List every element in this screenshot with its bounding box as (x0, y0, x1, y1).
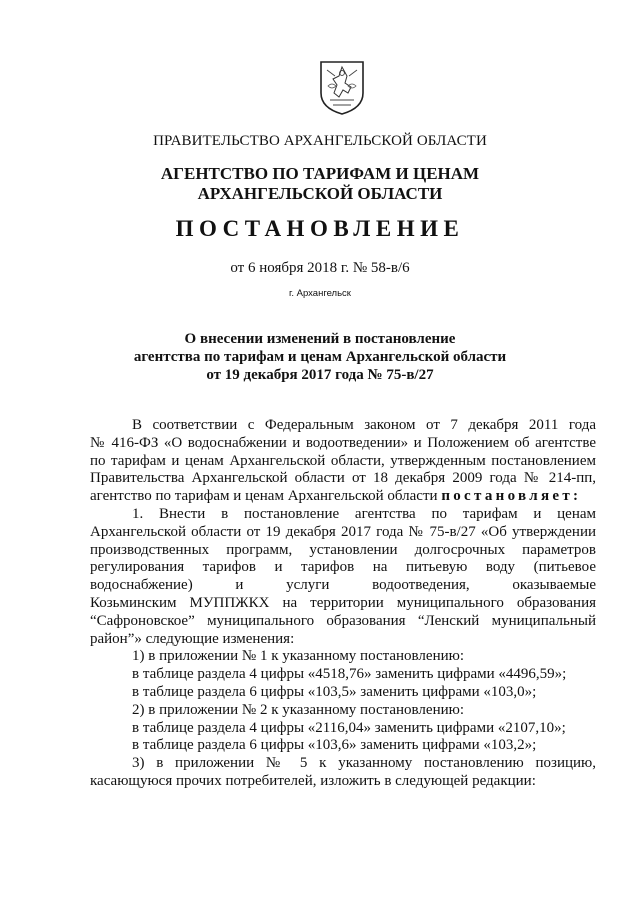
resolve-word: постановляет: (441, 488, 582, 505)
subject-line-2: агентства по тарифам и ценам Архангельской области (133, 349, 507, 365)
paragraph-line: Архангельской области от 19 декабря 2017 года № 75-в/27 «Об утверждении (90, 523, 596, 540)
document-body (90, 417, 596, 791)
paragraph-text: агентство по тарифам и ценам Архангельской области (90, 488, 438, 505)
paragraph-line: Правительства Архангельской области от 18 декабря 2009 года № 214-пп, (90, 470, 596, 487)
list-item: в таблице раздела 4 цифры «2116,04» заменить цифрами «2107,10»; (132, 719, 566, 736)
paragraph-line: касающуюся прочих потребителей, изложить в следующей редакции: (90, 772, 536, 789)
paragraph-line: “Сафроновское” муниципального образования “Ленский муниципальный (90, 612, 596, 629)
paragraph-line: Козьминским МУППЖКХ на территории муниципального образования (90, 594, 596, 611)
list-item: в таблице раздела 4 цифры «4518,76» заменить цифрами «4496,59»; (132, 666, 567, 683)
paragraph-line: В соответствии с Федеральным законом от 7 декабря 2011 года (132, 417, 596, 433)
subject-line-1: О внесении изменений в постановление (184, 331, 456, 347)
list-item: 1) в приложении № 1 к указанному постановлению: (132, 648, 464, 665)
paragraph-line: регулирования тарифов и тарифов на питьевую воду (питьевое (90, 559, 596, 576)
subject-line-3: от 19 декабря 2017 года № 75-в/27 (206, 367, 434, 383)
list-item: 3) в приложении № 5 к указанному постановлению позицию, (132, 755, 596, 772)
paragraph-line: по тарифам и ценам Архангельской области, утвержденным постановлением (90, 452, 596, 469)
agency-name-line-2: АРХАНГЕЛЬСКОЙ ОБЛАСТИ (197, 184, 443, 203)
list-item: 2) в приложении № 2 к указанному постановлению: (132, 701, 464, 718)
paragraph-line (90, 488, 596, 506)
paragraph-line: производственных программ, установлении долгосрочных параметров (90, 541, 596, 558)
document-type: ПОСТАНОВЛЕНИЕ (175, 216, 465, 241)
document-date-number: от 6 ноября 2018 г. № 58-в/6 (230, 260, 410, 276)
government-name: ПРАВИТЕЛЬСТВО АРХАНГЕЛЬСКОЙ ОБЛАСТИ (153, 133, 487, 149)
paragraph-line: район”» следующие изменения: (90, 630, 295, 647)
paragraph-line: водоснабжение) и услуги водоотведения, оказываемые (90, 577, 596, 594)
paragraph-line: № 416-ФЗ «О водоснабжении и водоотведении» и Положением об агентстве (90, 434, 596, 451)
agency-name-line-1: АГЕНТСТВО ПО ТАРИФАМ И ЦЕНАМ (160, 164, 480, 183)
list-item: в таблице раздела 6 цифры «103,5» заменить цифрами «103,0»; (132, 683, 537, 700)
document-city: г. Архангельск (289, 288, 351, 299)
coat-of-arms-icon (318, 60, 366, 115)
list-item: в таблице раздела 6 цифры «103,6» заменить цифрами «103,2»; (132, 737, 537, 754)
paragraph-line: 1. Внести в постановление агентства по тарифам и ценам (132, 505, 596, 522)
